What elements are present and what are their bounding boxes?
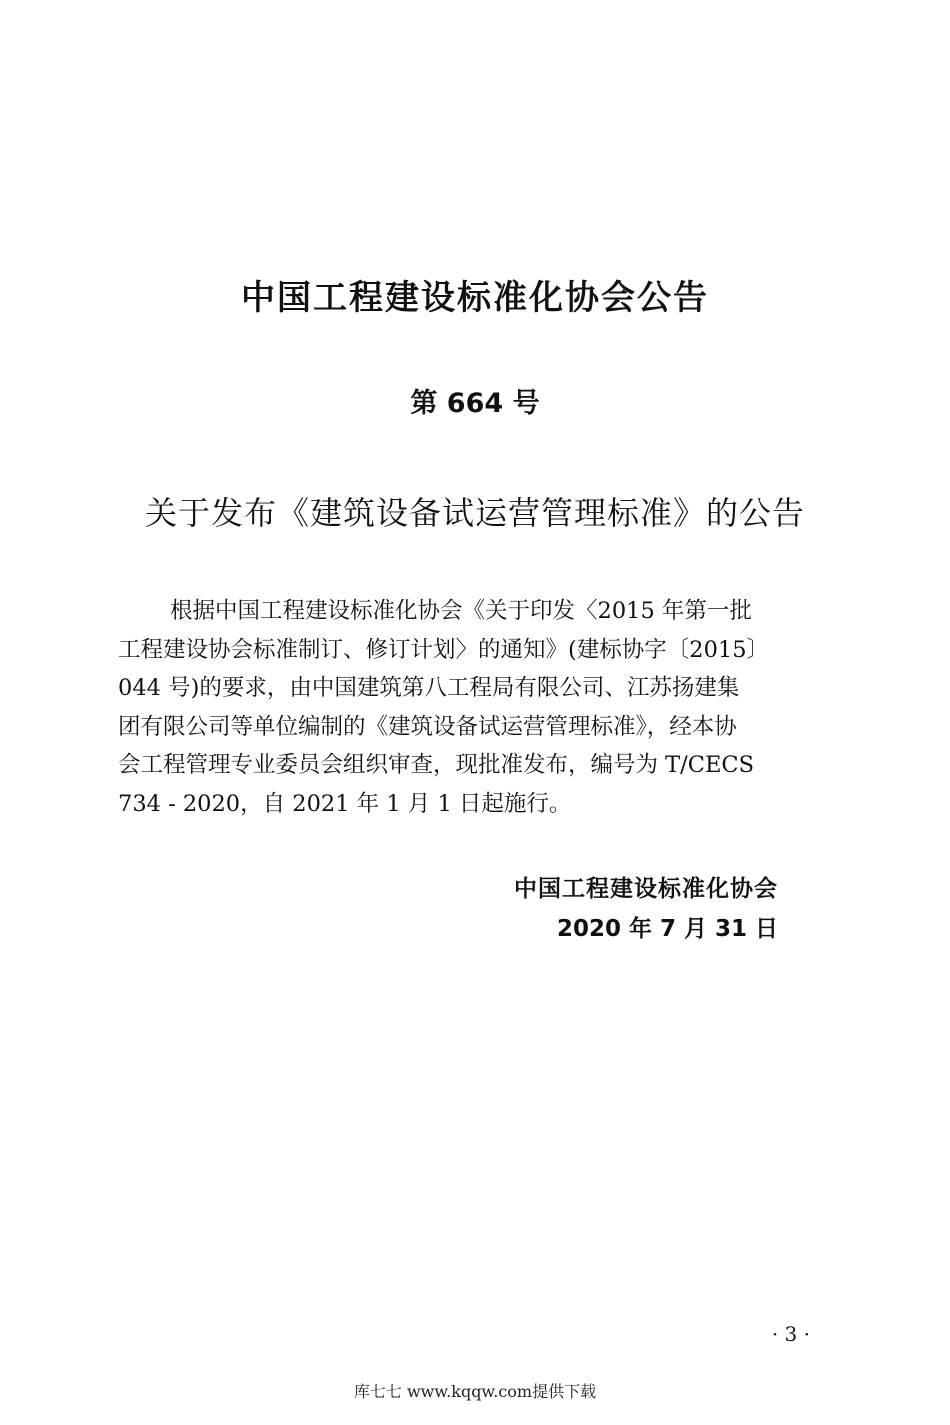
page-number: · 3 · <box>771 1322 810 1346</box>
notice-number: 第 664 号 <box>410 388 540 419</box>
body-line: 根据中国工程建设标准化协会《关于印发〈2015 年第一批 <box>170 598 752 624</box>
body-line: 工程建设协会标准制订、修订计划〉的通知》(建标协字〔2015〕 <box>118 636 770 663</box>
download-footer: 库七七 www.kqqw.com提供下载 <box>353 1382 597 1401</box>
signature-date: 2020 年 7 月 31 日 <box>556 916 778 942</box>
signature-organization: 中国工程建设标准化协会 <box>514 876 778 902</box>
body-line: 团有限公司等单位编制的《建筑设备试运营管理标准》，经本协 <box>118 713 737 740</box>
body-line: 会工程管理专业委员会组织审查，现批准发布，编号为 T/CECS <box>118 752 755 778</box>
announcement-title: 中国工程建设标准化协会公告 <box>241 278 709 318</box>
body-line: 044 号)的要求，由中国建筑第八工程局有限公司、江苏扬建集 <box>118 675 740 701</box>
notice-subject: 关于发布《建筑设备试运营管理标准》的公告 <box>144 494 805 532</box>
notice-body <box>118 592 830 823</box>
body-line: 734 - 2020，自 2021 年 1 月 1 日起施行。 <box>118 790 572 817</box>
